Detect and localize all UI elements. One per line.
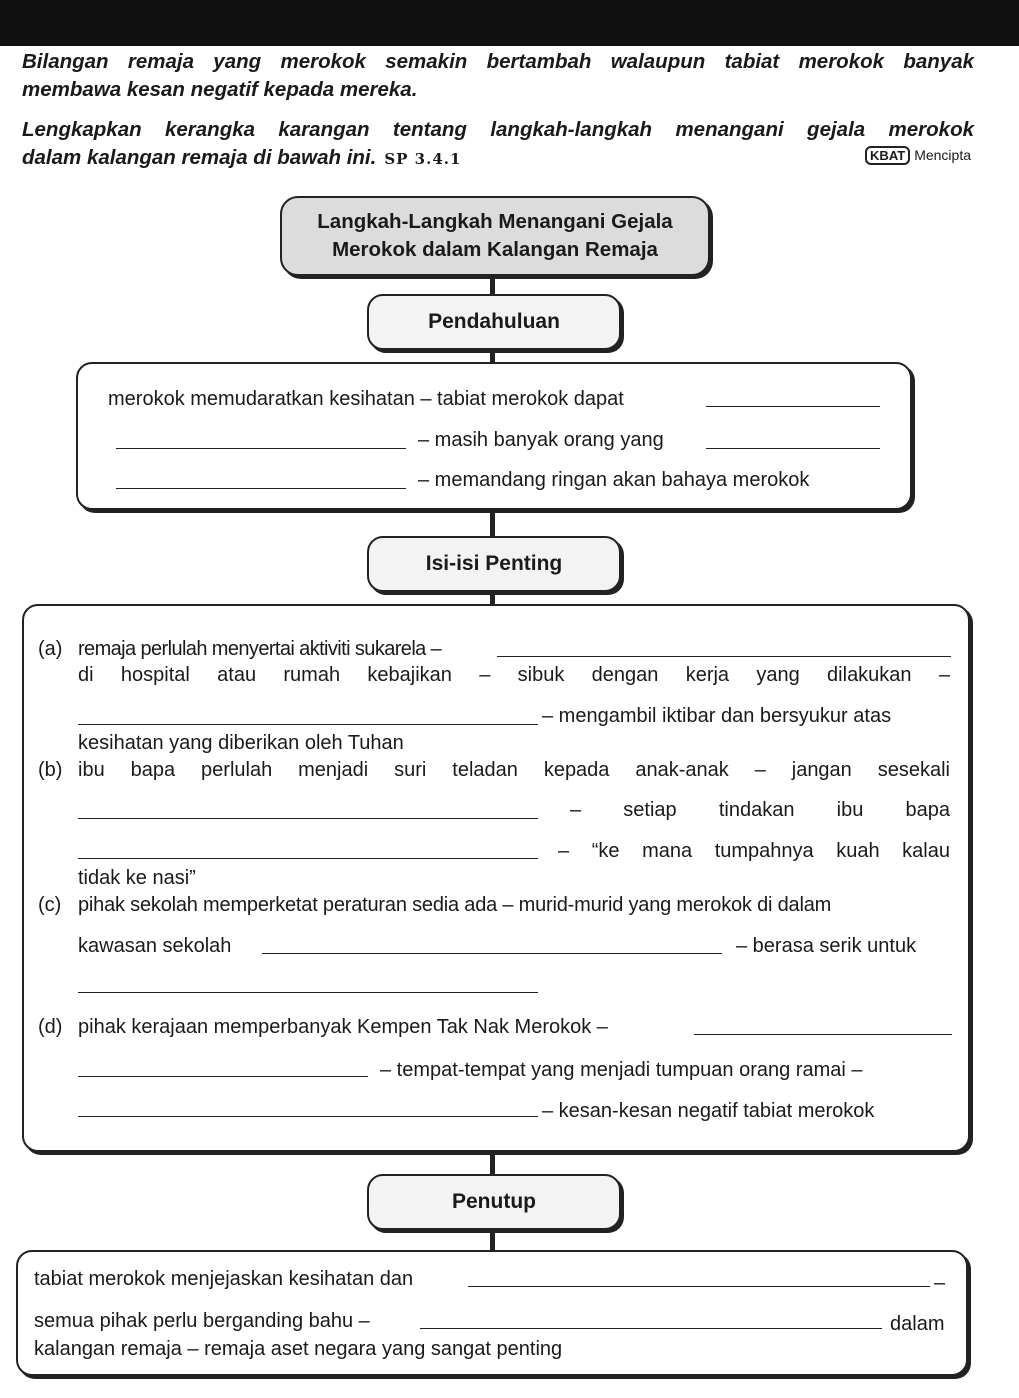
title-line-1: Langkah-Langkah Menangani Gejala [317,210,673,233]
instruction-line-2: membawa kesan negatif kepada mereka. [22,78,418,101]
intro-line-1: merokok memudaratkan kesihatan – tabiat merokok dapat [108,388,624,410]
point-b-line-4: tidak ke nasi” [78,867,196,889]
outline-title-box [280,196,710,276]
answer-blank[interactable] [262,953,722,954]
answer-blank[interactable] [116,448,406,449]
point-d-line-2: – tempat-tempat yang menjadi tumpuan orang ramai – [380,1059,863,1081]
answer-blank[interactable] [420,1328,882,1329]
answer-blank[interactable] [497,656,951,657]
point-d-label: (d) [38,1016,63,1038]
point-a-line-3: – mengambil iktibar dan bersyukur atas [542,705,892,727]
point-b-line-3: – “ke mana tumpahnya kuah kalau [558,840,950,862]
point-a-line-4: kesihatan yang diberikan oleh Tuhan [78,732,404,754]
intro-line-3: – memandang ringan akan bahaya merokok [418,469,810,491]
section-pendahuluan: Pendahuluan [367,294,621,350]
point-d-line-3: – kesan-kesan negatif tabiat merokok [542,1100,875,1122]
intro-panel [76,362,912,510]
connector [490,1152,495,1176]
answer-blank[interactable] [116,488,406,489]
point-a-line-2: di hospital atau rumah kebajikan – sibuk dengan kerja yang dilakukan – [78,664,950,686]
point-c-line-2b: – berasa serik untuk [736,935,917,957]
closing-line-2b: dalam [890,1313,945,1335]
point-b-line-1: ibu bapa perlulah menjadi suri teladan kepada anak-anak – jangan sesekali [78,759,950,781]
instruction-text: dalam kalangan remaja di bawah ini. [22,146,377,169]
point-c-label: (c) [38,894,62,916]
point-a-label: (a) [38,638,63,660]
instruction-line-1: Bilangan remaja yang merokok semakin bertambah walaupun tabiat merokok banyak [22,50,974,73]
closing-line-1: tabiat merokok menjejaskan kesihatan dan [34,1268,414,1290]
answer-blank[interactable] [78,724,538,725]
instruction-line-4 [22,144,974,173]
point-b-line-2: – setiap tindakan ibu bapa [570,799,950,821]
closing-panel [16,1250,968,1376]
kbat-badge: KBAT [865,146,910,165]
kbat-tag [865,147,971,163]
point-a-line-1: remaja perlulah menyertai aktiviti sukarela – [78,638,442,660]
answer-blank[interactable] [78,818,538,819]
answer-blank[interactable] [78,992,538,993]
point-b-label: (b) [38,759,63,781]
section-penutup: Penutup [367,1174,621,1230]
instruction-line-3: Lengkapkan kerangka karangan tentang langkah-langkah menangani gejala merokok [22,118,974,141]
answer-blank[interactable] [706,448,880,449]
section-isi-penting: Isi-isi Penting [367,536,621,592]
answer-blank[interactable] [78,858,538,859]
closing-dash: – [934,1272,946,1294]
title-line-2: Merokok dalam Kalangan Remaja [332,238,658,261]
point-c-line-2a: kawasan sekolah [78,935,232,957]
top-dark-bar [0,0,1019,46]
connector [490,510,495,536]
point-c-line-1: pihak sekolah memperketat peraturan sedia ada – murid-murid yang merokok di dalam [78,894,832,916]
answer-blank[interactable] [78,1076,368,1077]
closing-line-3: kalangan remaja – remaja aset negara yang sangat penting [34,1338,563,1360]
answer-blank[interactable] [78,1116,538,1117]
closing-line-2a: semua pihak perlu berganding bahu – [34,1310,370,1332]
points-panel [22,604,970,1152]
point-d-line-1: pihak kerajaan memperbanyak Kempen Tak Nak Merokok – [78,1016,608,1038]
answer-blank[interactable] [468,1286,930,1287]
intro-line-2: – masih banyak orang yang [418,429,664,451]
answer-blank[interactable] [706,406,880,407]
answer-blank[interactable] [694,1034,952,1035]
kbat-label: Mencipta [914,147,971,163]
sp-code: SP 3.4.1 [384,150,462,168]
connector [490,274,495,294]
